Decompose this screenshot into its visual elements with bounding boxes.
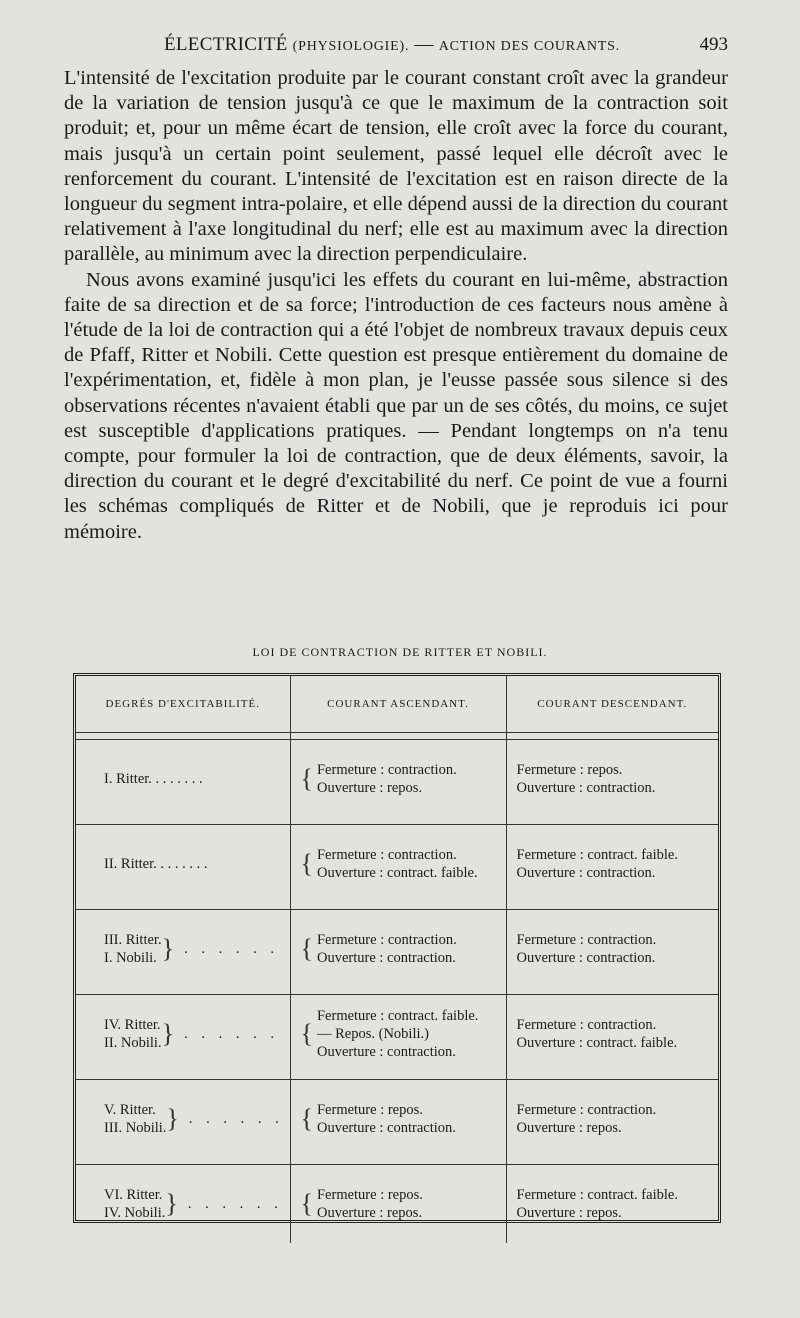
- leader-dots: . . . . . .: [188, 1111, 284, 1127]
- cell-lines: [317, 1007, 478, 1061]
- cell-lines: [104, 770, 203, 788]
- cell-lines: [104, 1016, 162, 1052]
- degree-line: IV. Nobili.: [104, 1205, 166, 1221]
- cell-lines: [517, 761, 656, 797]
- brace-mark: {: [300, 1019, 313, 1048]
- descendant-line: Fermeture : contraction.: [516, 1017, 657, 1033]
- descendant-line: Fermeture : contraction.: [516, 932, 657, 948]
- table-title: LOI DE CONTRACTION DE RITTER ET NOBILI.: [252, 645, 548, 659]
- contraction-table: [73, 673, 721, 1223]
- descendant-line: Ouverture : contract. faible.: [516, 1035, 678, 1051]
- descendant-line: Ouverture : contraction.: [516, 780, 656, 796]
- degree-line: IV. Ritter.: [104, 1017, 161, 1033]
- brace-mark: {: [300, 1104, 313, 1133]
- cell-lines: [517, 1101, 657, 1137]
- cell-lines: [317, 1186, 423, 1222]
- brace-mark: }: [166, 1104, 179, 1133]
- ascendant-line: Ouverture : contraction.: [316, 950, 456, 966]
- leader-dots: . . . . . .: [187, 1196, 283, 1212]
- ascendant-line: Ouverture : repos.: [316, 780, 423, 796]
- descendant-cell: [506, 1165, 718, 1244]
- degree-line: II. Nobili.: [104, 1035, 162, 1051]
- table-row: [76, 1165, 718, 1244]
- table-row: [76, 1080, 718, 1159]
- ascendant-cell: [290, 740, 506, 819]
- header-ascendant: COURANT ASCENDANT.: [290, 676, 506, 733]
- degree-line: III. Ritter.: [104, 932, 162, 948]
- degree-cell: [76, 740, 290, 819]
- cell-lines: [317, 761, 457, 797]
- degree-cell: [76, 910, 290, 989]
- brace-mark: {: [300, 1189, 313, 1218]
- ascendant-line: Fermeture : repos.: [316, 1102, 423, 1118]
- cell-lines: [104, 931, 162, 967]
- header-title-section: ACTION DES COURANTS.: [438, 39, 620, 54]
- paragraph-2: Nous avons examiné jusqu'ici les effets du courant en lui-même, abstraction faite de sa direction et de sa force; l'introduction de ces facteurs nous amène à l'étude de la loi de contraction qui a été l'objet de nombreux travaux depuis ceux de Pfaff, Ritter et Nobili. Cette question est presque entièrement du domaine de l'expérimentation, et, fidèle à mon plan, je l'eusse passée sous silence si des observations récentes n'avaient établi que par un de ses côtés, du moins, ce sujet est susceptible d'applications pratiques. — Pendant longtemps on n'a tenu compte, pour formuler la loi de contraction, que de deux éléments, savoir, la direction du courant et le degré d'excitabilité du nerf. Ce point de vue a fourni les schémas compliqués de Ritter et de Nobili, que je reproduis ici pour mémoire.: [64, 268, 728, 543]
- row-separator: [290, 733, 506, 740]
- header-descendant: COURANT DESCENDANT.: [506, 676, 718, 733]
- leader-dots: . . . . . .: [184, 1026, 279, 1042]
- cell-lines: [517, 846, 678, 882]
- degree-line: I. Ritter. . . . . . . .: [104, 771, 203, 788]
- ascendant-line: Fermeture : repos.: [316, 1187, 423, 1203]
- descendant-line: Ouverture : contraction.: [516, 950, 656, 966]
- descendant-cell: [506, 825, 718, 904]
- cell-lines: [517, 931, 657, 967]
- degree-cell: [76, 1165, 290, 1244]
- ascendant-line: — Repos. (Nobili.): [316, 1026, 429, 1042]
- ascendant-cell: [290, 910, 506, 989]
- leader-dots: . . . . . .: [184, 941, 279, 957]
- descendant-line: Ouverture : contraction.: [516, 865, 656, 881]
- degree-line: I. Nobili.: [104, 950, 157, 966]
- cell-lines: [317, 846, 478, 882]
- degree-line: VI. Ritter.: [104, 1187, 163, 1203]
- cell-lines: [317, 1101, 456, 1137]
- descendant-cell: [506, 910, 718, 989]
- ascendant-line: Fermeture : contraction.: [316, 932, 457, 948]
- degree-cell: [76, 1080, 290, 1159]
- descendant-line: Fermeture : contract. faible.: [516, 847, 678, 863]
- ascendant-line: Fermeture : contraction.: [316, 847, 457, 863]
- descendant-line: Fermeture : contract. faible.: [516, 1187, 678, 1203]
- cell-lines: [104, 1186, 165, 1222]
- cell-lines: [517, 1186, 678, 1222]
- brace-mark: }: [161, 1019, 175, 1048]
- descendant-cell: [506, 995, 718, 1074]
- ascendant-cell: [290, 995, 506, 1074]
- header-title-main: ÉLECTRICITÉ: [164, 34, 288, 55]
- table-row: [76, 740, 718, 819]
- table-row: [76, 910, 718, 989]
- header-title: [164, 34, 620, 56]
- brace-mark: }: [165, 1189, 178, 1218]
- ascendant-line: Fermeture : contract. faible.: [316, 1008, 479, 1024]
- degree-line: V. Ritter.: [104, 1102, 156, 1118]
- running-header: [64, 34, 728, 60]
- ascendant-cell: [290, 1165, 506, 1244]
- ascendant-line: Ouverture : contract. faible.: [316, 865, 478, 881]
- header-degrees: DEGRÉS D'EXCITABILITÉ.: [76, 676, 290, 733]
- table-row: [76, 995, 718, 1074]
- ascendant-line: Ouverture : contraction.: [316, 1044, 456, 1060]
- brace-mark: }: [161, 934, 175, 963]
- descendant-cell: [506, 1080, 718, 1159]
- header-title-dash: —: [414, 34, 434, 55]
- degree-line: II. Ritter. . . . . . . .: [104, 856, 208, 873]
- row-separator: [76, 733, 290, 740]
- ascendant-line: Ouverture : repos.: [316, 1205, 423, 1221]
- table-row: [76, 825, 718, 904]
- cell-lines: [104, 1101, 166, 1137]
- degree-cell: [76, 825, 290, 904]
- ascendant-cell: [290, 1080, 506, 1159]
- row-separator: [506, 733, 718, 740]
- page-number: 493: [699, 34, 728, 55]
- ascendant-line: Ouverture : contraction.: [316, 1120, 456, 1136]
- body-text: [64, 66, 728, 545]
- descendant-cell: [506, 740, 718, 819]
- cell-lines: [104, 855, 208, 873]
- degree-cell: [76, 995, 290, 1074]
- cell-lines: [517, 1016, 678, 1052]
- cell-lines: [317, 931, 457, 967]
- ascendant-line: Fermeture : contraction.: [316, 762, 457, 778]
- descendant-line: Ouverture : repos.: [516, 1120, 622, 1136]
- descendant-line: Ouverture : repos.: [516, 1205, 622, 1221]
- descendant-line: Fermeture : repos.: [516, 762, 623, 778]
- descendant-line: Fermeture : contraction.: [516, 1102, 657, 1118]
- brace-mark: {: [300, 764, 313, 793]
- degree-line: III. Nobili.: [104, 1120, 167, 1136]
- brace-mark: {: [300, 849, 313, 878]
- header-title-paren: (PHYSIOLOGIE).: [292, 39, 410, 54]
- brace-mark: {: [300, 934, 313, 963]
- paragraph-1: L'intensité de l'excitation produite par le courant constant croît avec la grandeur de la variation de tension jusqu'à ce que le maximum de la contraction soit produit; et, pour un même écart de tension, elle croît avec la force du courant, mais jusqu'à un certain point seulement, passé lequel elle décroît avec le renforcement du courant. L'intensité de l'excitation est en raison directe de la longueur du segment intra-polaire, et elle dépend aussi de la direction du courant relativement à l'axe longitudinal du nerf; elle est au maximum avec la direction parallèle, au minimum avec la direction perpendiculaire.: [64, 67, 728, 266]
- ascendant-cell: [290, 825, 506, 904]
